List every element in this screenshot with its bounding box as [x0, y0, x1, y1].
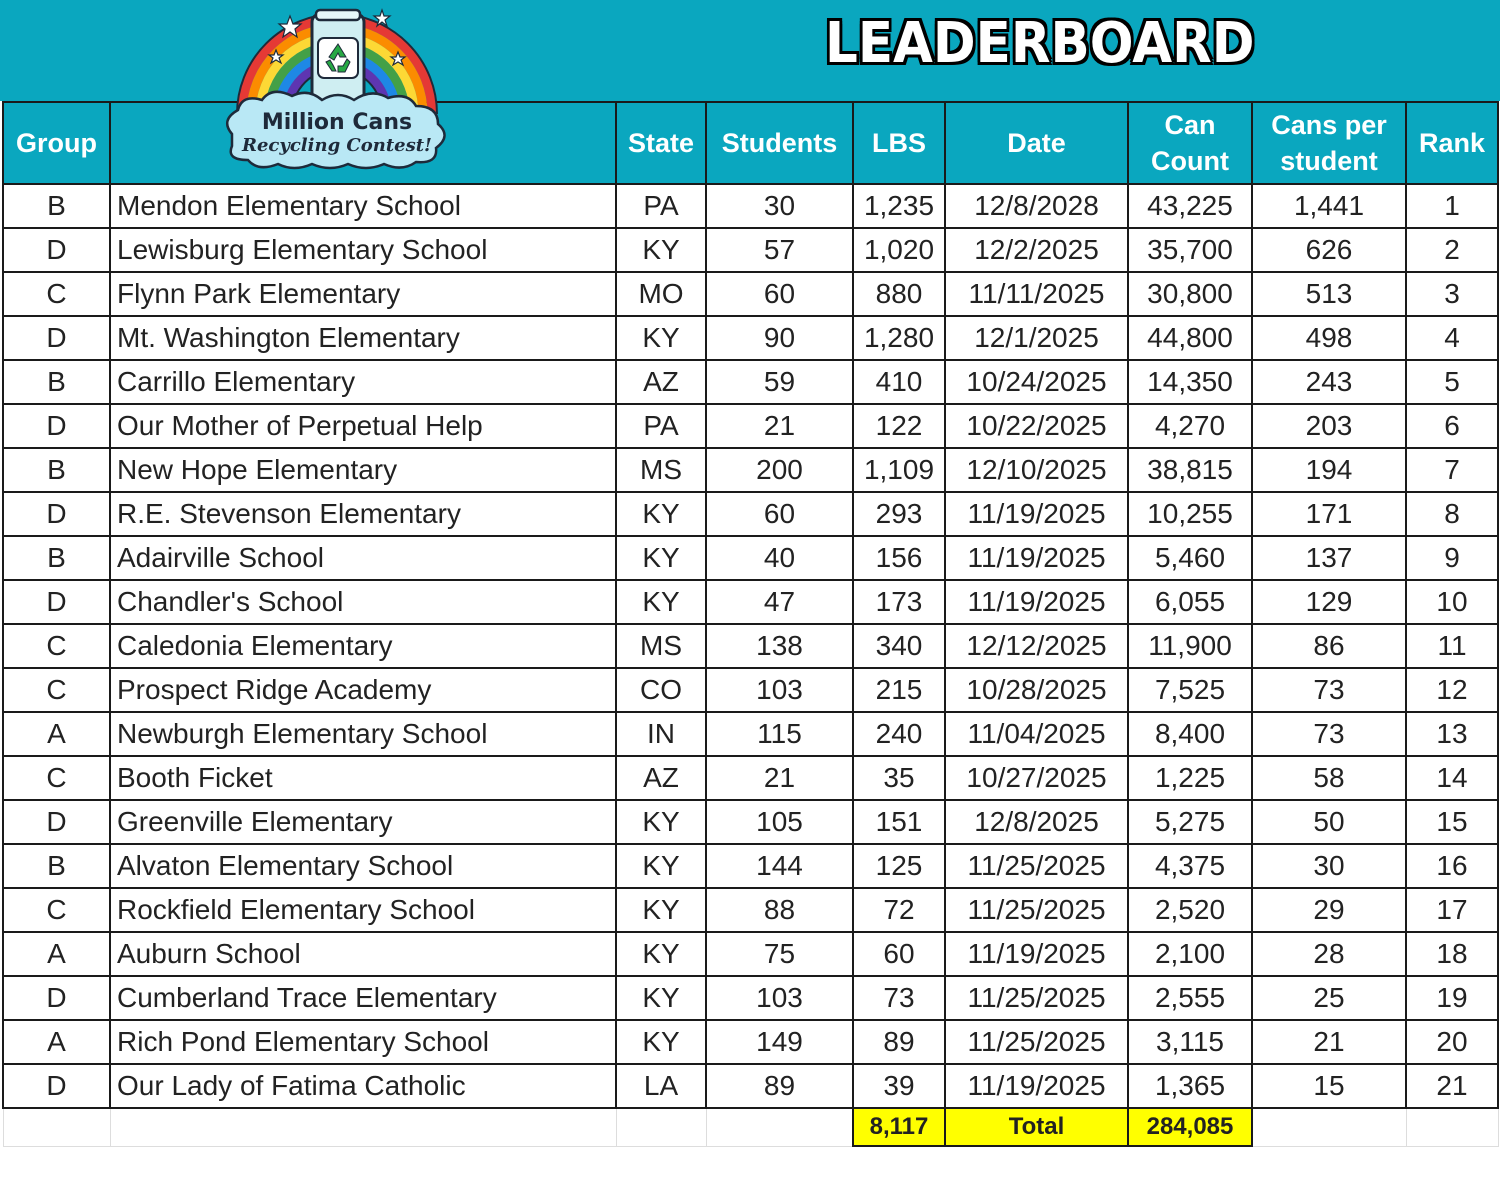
cell-lbs[interactable]: 39	[853, 1064, 945, 1108]
cell-group[interactable]: C	[3, 756, 110, 800]
cell-cans-per-student[interactable]: 58	[1252, 756, 1406, 800]
cell-students[interactable]: 200	[706, 448, 853, 492]
cell-date[interactable]: 11/19/2025	[945, 1064, 1128, 1108]
header-state[interactable]: State	[616, 102, 706, 184]
cell-group[interactable]: B	[3, 844, 110, 888]
cell-students[interactable]: 60	[706, 272, 853, 316]
cell-students[interactable]: 57	[706, 228, 853, 272]
logo-subtitle: Recycling Contest!	[242, 135, 432, 156]
cell-can-count[interactable]: 30,800	[1128, 272, 1252, 316]
cell-state[interactable]: IN	[616, 712, 706, 756]
cell-group[interactable]: B	[3, 448, 110, 492]
cell-rank[interactable]: 16	[1406, 844, 1498, 888]
cell-group[interactable]: C	[3, 668, 110, 712]
cell-can-count[interactable]: 3,115	[1128, 1020, 1252, 1064]
contest-logo	[212, 2, 462, 172]
cell-cans-per-student[interactable]: 498	[1252, 316, 1406, 360]
cell-school[interactable]: Chandler's School	[110, 580, 616, 624]
total-lbs: 8,117	[853, 1108, 945, 1146]
cell-can-count[interactable]: 4,375	[1128, 844, 1252, 888]
cell-school[interactable]: Mt. Washington Elementary	[110, 316, 616, 360]
cell-date[interactable]: 11/25/2025	[945, 1020, 1128, 1064]
cell-state[interactable]: KY	[616, 316, 706, 360]
cell-state[interactable]: CO	[616, 668, 706, 712]
cell-date[interactable]: 12/2/2025	[945, 228, 1128, 272]
cell-state[interactable]: KY	[616, 976, 706, 1020]
cell-school[interactable]: Our Lady of Fatima Catholic	[110, 1064, 616, 1108]
cell-lbs[interactable]: 1,109	[853, 448, 945, 492]
cell-group[interactable]: B	[3, 536, 110, 580]
cell-cans-per-student[interactable]: 29	[1252, 888, 1406, 932]
table-row[interactable]	[3, 580, 1498, 624]
cell-can-count[interactable]: 14,350	[1128, 360, 1252, 404]
cell-cans-per-student[interactable]: 203	[1252, 404, 1406, 448]
cell-group[interactable]: D	[3, 492, 110, 536]
cell-students[interactable]: 105	[706, 800, 853, 844]
cell-state[interactable]: KY	[616, 844, 706, 888]
cell-date[interactable]: 11/19/2025	[945, 536, 1128, 580]
cell-cans-per-student[interactable]: 194	[1252, 448, 1406, 492]
cell-can-count[interactable]: 6,055	[1128, 580, 1252, 624]
cell-state[interactable]: MO	[616, 272, 706, 316]
cell-rank[interactable]: 18	[1406, 932, 1498, 976]
cell-school[interactable]: R.E. Stevenson Elementary	[110, 492, 616, 536]
cell-rank[interactable]: 5	[1406, 360, 1498, 404]
cell-cans-per-student[interactable]: 626	[1252, 228, 1406, 272]
cell-rank[interactable]: 1	[1406, 184, 1498, 228]
cell-group[interactable]: A	[3, 1020, 110, 1064]
cell-date[interactable]: 12/1/2025	[945, 316, 1128, 360]
header-rank[interactable]: Rank	[1406, 102, 1498, 184]
cell-lbs[interactable]: 122	[853, 404, 945, 448]
table-row[interactable]	[3, 800, 1498, 844]
cell-state[interactable]: KY	[616, 536, 706, 580]
cell-cans-per-student[interactable]: 171	[1252, 492, 1406, 536]
cell-can-count[interactable]: 7,525	[1128, 668, 1252, 712]
cell-date[interactable]: 11/11/2025	[945, 272, 1128, 316]
table-row[interactable]	[3, 756, 1498, 800]
total-empty-cell	[110, 1108, 616, 1146]
cell-cans-per-student[interactable]: 86	[1252, 624, 1406, 668]
cell-cans-per-student[interactable]: 1,441	[1252, 184, 1406, 228]
cell-cans-per-student[interactable]: 513	[1252, 272, 1406, 316]
table-row[interactable]	[3, 316, 1498, 360]
table-row[interactable]	[3, 536, 1498, 580]
cell-date[interactable]: 11/25/2025	[945, 844, 1128, 888]
cell-date[interactable]: 11/19/2025	[945, 932, 1128, 976]
cell-cans-per-student[interactable]: 30	[1252, 844, 1406, 888]
cell-group[interactable]: B	[3, 184, 110, 228]
cell-can-count[interactable]: 38,815	[1128, 448, 1252, 492]
cell-can-count[interactable]: 5,460	[1128, 536, 1252, 580]
cell-rank[interactable]: 17	[1406, 888, 1498, 932]
table-row[interactable]	[3, 712, 1498, 756]
cell-date[interactable]: 10/27/2025	[945, 756, 1128, 800]
cell-rank[interactable]: 14	[1406, 756, 1498, 800]
cell-lbs[interactable]: 60	[853, 932, 945, 976]
table-row[interactable]	[3, 228, 1498, 272]
cell-school[interactable]: Rockfield Elementary School	[110, 888, 616, 932]
cell-students[interactable]: 149	[706, 1020, 853, 1064]
header-date[interactable]: Date	[945, 102, 1128, 184]
cell-students[interactable]: 138	[706, 624, 853, 668]
cell-date[interactable]: 12/12/2025	[945, 624, 1128, 668]
cell-school[interactable]: Rich Pond Elementary School	[110, 1020, 616, 1064]
cell-students[interactable]: 103	[706, 668, 853, 712]
table-row[interactable]	[3, 448, 1498, 492]
cell-lbs[interactable]: 1,280	[853, 316, 945, 360]
cell-lbs[interactable]: 1,235	[853, 184, 945, 228]
table-row[interactable]	[3, 492, 1498, 536]
cell-rank[interactable]: 9	[1406, 536, 1498, 580]
cell-rank[interactable]: 21	[1406, 1064, 1498, 1108]
cell-can-count[interactable]: 1,225	[1128, 756, 1252, 800]
cell-school[interactable]: Booth Ficket	[110, 756, 616, 800]
cell-rank[interactable]: 20	[1406, 1020, 1498, 1064]
table-row[interactable]	[3, 888, 1498, 932]
cell-date[interactable]: 12/10/2025	[945, 448, 1128, 492]
total-empty-cell	[706, 1108, 853, 1146]
cell-school[interactable]: Newburgh Elementary School	[110, 712, 616, 756]
cell-rank[interactable]: 4	[1406, 316, 1498, 360]
header-cans-per-student[interactable]	[1252, 102, 1406, 184]
cell-rank[interactable]: 12	[1406, 668, 1498, 712]
cell-school[interactable]: Flynn Park Elementary	[110, 272, 616, 316]
cell-date[interactable]: 11/25/2025	[945, 888, 1128, 932]
cell-can-count[interactable]: 2,555	[1128, 976, 1252, 1020]
cell-cans-per-student[interactable]: 73	[1252, 668, 1406, 712]
table-body	[3, 184, 1498, 1108]
cell-group[interactable]: B	[3, 360, 110, 404]
cell-group[interactable]: A	[3, 712, 110, 756]
table-row[interactable]	[3, 668, 1498, 712]
header-students[interactable]: Students	[706, 102, 853, 184]
cell-school[interactable]: Lewisburg Elementary School	[110, 228, 616, 272]
cell-rank[interactable]: 19	[1406, 976, 1498, 1020]
cell-group[interactable]: A	[3, 932, 110, 976]
cell-can-count[interactable]: 11,900	[1128, 624, 1252, 668]
cell-group[interactable]: D	[3, 316, 110, 360]
cell-lbs[interactable]: 156	[853, 536, 945, 580]
cell-students[interactable]: 144	[706, 844, 853, 888]
cell-cans-per-student[interactable]: 25	[1252, 976, 1406, 1020]
cell-group[interactable]: D	[3, 580, 110, 624]
cell-state[interactable]: PA	[616, 404, 706, 448]
cell-cans-per-student[interactable]: 129	[1252, 580, 1406, 624]
header-cans-per-line2: student	[1280, 146, 1378, 176]
cell-can-count[interactable]: 2,100	[1128, 932, 1252, 976]
cell-lbs[interactable]: 35	[853, 756, 945, 800]
cell-cans-per-student[interactable]: 137	[1252, 536, 1406, 580]
cell-date[interactable]: 10/28/2025	[945, 668, 1128, 712]
cell-state[interactable]: KY	[616, 1020, 706, 1064]
table-row[interactable]	[3, 360, 1498, 404]
cell-students[interactable]: 88	[706, 888, 853, 932]
cell-lbs[interactable]: 410	[853, 360, 945, 404]
cell-lbs[interactable]: 173	[853, 580, 945, 624]
cell-school[interactable]: Auburn School	[110, 932, 616, 976]
cell-lbs[interactable]: 340	[853, 624, 945, 668]
cell-state[interactable]: MS	[616, 624, 706, 668]
cell-can-count[interactable]: 5,275	[1128, 800, 1252, 844]
cell-can-count[interactable]: 10,255	[1128, 492, 1252, 536]
cell-date[interactable]: 12/8/2025	[945, 800, 1128, 844]
cell-students[interactable]: 21	[706, 404, 853, 448]
total-empty-cell	[616, 1108, 706, 1146]
total-can-count: 284,085	[1128, 1108, 1252, 1146]
cell-lbs[interactable]: 89	[853, 1020, 945, 1064]
cell-date[interactable]: 11/25/2025	[945, 976, 1128, 1020]
cell-school[interactable]: Caledonia Elementary	[110, 624, 616, 668]
cell-rank[interactable]: 7	[1406, 448, 1498, 492]
logo-title: Million Cans	[261, 110, 413, 135]
cell-rank[interactable]: 10	[1406, 580, 1498, 624]
cell-can-count[interactable]: 35,700	[1128, 228, 1252, 272]
cell-state[interactable]: MS	[616, 448, 706, 492]
cell-school[interactable]: New Hope Elementary	[110, 448, 616, 492]
cell-state[interactable]: KY	[616, 932, 706, 976]
cell-rank[interactable]: 13	[1406, 712, 1498, 756]
table-row[interactable]	[3, 272, 1498, 316]
cell-cans-per-student[interactable]: 21	[1252, 1020, 1406, 1064]
table-row[interactable]	[3, 1064, 1498, 1108]
cell-can-count[interactable]: 8,400	[1128, 712, 1252, 756]
cell-can-count[interactable]: 4,270	[1128, 404, 1252, 448]
table-row[interactable]	[3, 976, 1498, 1020]
cell-date[interactable]: 12/8/2028	[945, 184, 1128, 228]
cell-students[interactable]: 103	[706, 976, 853, 1020]
cell-rank[interactable]: 11	[1406, 624, 1498, 668]
header-can-count-line2: Count	[1151, 146, 1229, 176]
page-title: LEADERBOARD	[825, 11, 1255, 76]
cell-rank[interactable]: 3	[1406, 272, 1498, 316]
cell-date[interactable]: 11/19/2025	[945, 492, 1128, 536]
cell-lbs[interactable]: 151	[853, 800, 945, 844]
cell-can-count[interactable]: 2,520	[1128, 888, 1252, 932]
cell-school[interactable]: Our Mother of Perpetual Help	[110, 404, 616, 448]
cell-group[interactable]: C	[3, 888, 110, 932]
cell-school[interactable]: Mendon Elementary School	[110, 184, 616, 228]
cell-cans-per-student[interactable]: 73	[1252, 712, 1406, 756]
leaderboard-table	[2, 101, 1499, 1147]
cell-rank[interactable]: 15	[1406, 800, 1498, 844]
cell-date[interactable]: 11/19/2025	[945, 580, 1128, 624]
cell-date[interactable]: 10/24/2025	[945, 360, 1128, 404]
table-row[interactable]	[3, 624, 1498, 668]
cell-group[interactable]: D	[3, 976, 110, 1020]
cell-state[interactable]: AZ	[616, 756, 706, 800]
header-can-count-line1: Can	[1164, 110, 1216, 140]
cell-cans-per-student[interactable]: 28	[1252, 932, 1406, 976]
cell-lbs[interactable]: 1,020	[853, 228, 945, 272]
cell-lbs[interactable]: 125	[853, 844, 945, 888]
cell-students[interactable]: 30	[706, 184, 853, 228]
cell-group[interactable]: C	[3, 272, 110, 316]
cell-rank[interactable]: 6	[1406, 404, 1498, 448]
cell-can-count[interactable]: 1,365	[1128, 1064, 1252, 1108]
total-empty-cell	[1252, 1108, 1406, 1146]
cell-lbs[interactable]: 880	[853, 272, 945, 316]
cell-lbs[interactable]: 72	[853, 888, 945, 932]
cell-lbs[interactable]: 293	[853, 492, 945, 536]
cell-students[interactable]: 21	[706, 756, 853, 800]
cell-cans-per-student[interactable]: 50	[1252, 800, 1406, 844]
cell-state[interactable]: KY	[616, 580, 706, 624]
table-row[interactable]	[3, 1020, 1498, 1064]
cell-students[interactable]: 40	[706, 536, 853, 580]
cell-school[interactable]: Adairville School	[110, 536, 616, 580]
cell-students[interactable]: 47	[706, 580, 853, 624]
cell-group[interactable]: D	[3, 800, 110, 844]
total-empty-cell	[1406, 1108, 1498, 1146]
cell-lbs[interactable]: 73	[853, 976, 945, 1020]
cell-lbs[interactable]: 240	[853, 712, 945, 756]
cell-students[interactable]: 115	[706, 712, 853, 756]
cell-state[interactable]: KY	[616, 492, 706, 536]
header-can-count[interactable]	[1128, 102, 1252, 184]
cell-students[interactable]: 60	[706, 492, 853, 536]
cell-cans-per-student[interactable]: 243	[1252, 360, 1406, 404]
cell-school[interactable]: Prospect Ridge Academy	[110, 668, 616, 712]
cell-students[interactable]: 75	[706, 932, 853, 976]
cell-state[interactable]: AZ	[616, 360, 706, 404]
total-empty-cell	[3, 1108, 110, 1146]
table-row[interactable]	[3, 404, 1498, 448]
cell-group[interactable]: C	[3, 624, 110, 668]
cell-students[interactable]: 59	[706, 360, 853, 404]
total-label: Total	[945, 1108, 1128, 1146]
cell-state[interactable]: PA	[616, 184, 706, 228]
header-cans-per-line1: Cans per	[1271, 110, 1387, 140]
cell-date[interactable]: 10/22/2025	[945, 404, 1128, 448]
header-lbs[interactable]: LBS	[853, 102, 945, 184]
cell-state[interactable]: KY	[616, 888, 706, 932]
cell-cans-per-student[interactable]: 15	[1252, 1064, 1406, 1108]
cell-school[interactable]: Alvaton Elementary School	[110, 844, 616, 888]
cell-state[interactable]: KY	[616, 800, 706, 844]
cell-group[interactable]: D	[3, 228, 110, 272]
table-row[interactable]	[3, 844, 1498, 888]
cell-school[interactable]: Greenville Elementary	[110, 800, 616, 844]
cell-students[interactable]: 89	[706, 1064, 853, 1108]
header-group[interactable]: Group	[3, 102, 110, 184]
cell-rank[interactable]: 2	[1406, 228, 1498, 272]
cell-can-count[interactable]: 43,225	[1128, 184, 1252, 228]
cell-lbs[interactable]: 215	[853, 668, 945, 712]
cell-group[interactable]: D	[3, 1064, 110, 1108]
cell-date[interactable]: 11/04/2025	[945, 712, 1128, 756]
cell-can-count[interactable]: 44,800	[1128, 316, 1252, 360]
cell-school[interactable]: Carrillo Elementary	[110, 360, 616, 404]
cell-state[interactable]: KY	[616, 228, 706, 272]
cell-group[interactable]: D	[3, 404, 110, 448]
table-row[interactable]	[3, 184, 1498, 228]
cell-state[interactable]: LA	[616, 1064, 706, 1108]
cell-students[interactable]: 90	[706, 316, 853, 360]
cell-school[interactable]: Cumberland Trace Elementary	[110, 976, 616, 1020]
cell-rank[interactable]: 8	[1406, 492, 1498, 536]
table-row[interactable]	[3, 932, 1498, 976]
total-row	[3, 1108, 1498, 1146]
